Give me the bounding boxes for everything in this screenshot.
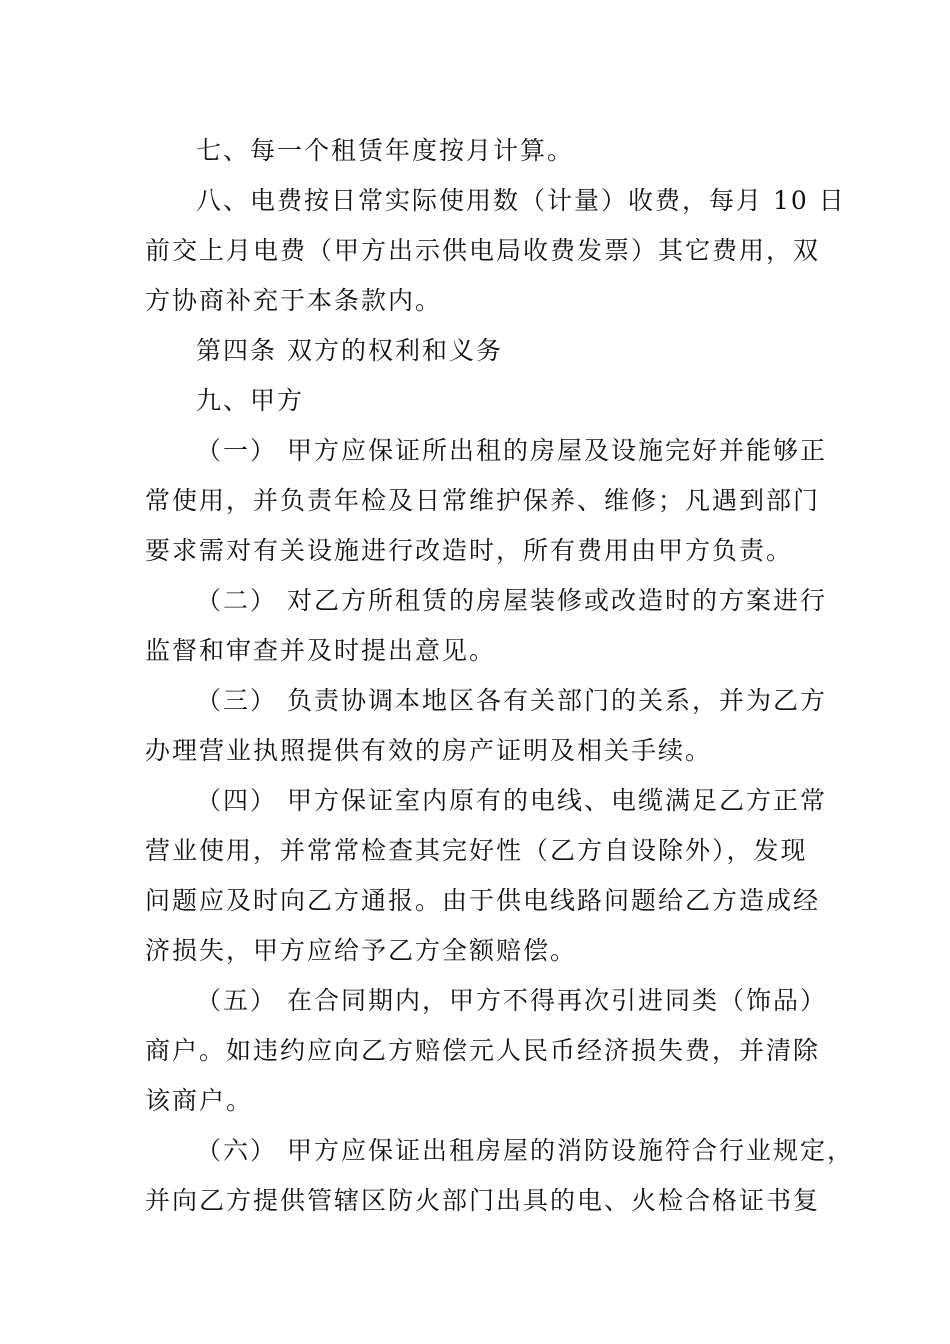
text-line: 常使用，并负责年检及日常维护保养、维修；凡遇到部门 bbox=[145, 486, 821, 515]
text-line: （二） 对乙方所租赁的房屋装修或改造时的方案进行 bbox=[196, 586, 827, 615]
text-line: （五） 在合同期内，甲方不得再次引进同类（饰品） bbox=[196, 986, 827, 1015]
text-line: （一） 甲方应保证所出租的房屋及设施完好并能够正 bbox=[196, 436, 827, 465]
text-line: （三） 负责协调本地区各有关部门的关系，并为乙方 bbox=[196, 686, 827, 715]
text-line: 营业使用，并常常检查其完好性（乙方自设除外），发现 bbox=[145, 836, 808, 865]
text-line: （六） 甲方应保证出租房屋的消防设施符合行业规定， bbox=[196, 1136, 854, 1165]
section-heading: 第四条 双方的权利和义务 bbox=[196, 336, 503, 365]
text-line: 济损失，甲方应给予乙方全额赔偿。 bbox=[145, 936, 578, 965]
text-line: 七、每一个租赁年度按月计算。 bbox=[196, 136, 575, 165]
text-line: 该商户。 bbox=[145, 1086, 254, 1115]
text-line: 办理营业执照提供有效的房产证明及相关手续。 bbox=[145, 736, 713, 765]
text-line: 监督和审查并及时提出意见。 bbox=[145, 636, 497, 665]
text-line: 商户。如违约应向乙方赔偿元人民币经济损失费，并清除 bbox=[145, 1036, 821, 1065]
text-line: 方协商补充于本条款内。 bbox=[145, 286, 443, 315]
text-line: 要求需对有关设施进行改造时，所有费用由甲方负责。 bbox=[145, 536, 794, 565]
subsection-heading: 九、甲方 bbox=[196, 386, 305, 415]
text-line: 并向乙方提供管辖区防火部门出具的电、火检合格证书复 bbox=[145, 1186, 821, 1215]
text-line: （四） 甲方保证室内原有的电线、电缆满足乙方正常 bbox=[196, 786, 827, 815]
text-line: 八、电费按日常实际使用数（计量）收费，每月 10 日 bbox=[196, 186, 846, 215]
text-line: 问题应及时向乙方通报。由于供电线路问题给乙方造成经 bbox=[145, 886, 821, 915]
text-line: 前交上月电费（甲方出示供电局收费发票）其它费用，双 bbox=[145, 236, 821, 265]
